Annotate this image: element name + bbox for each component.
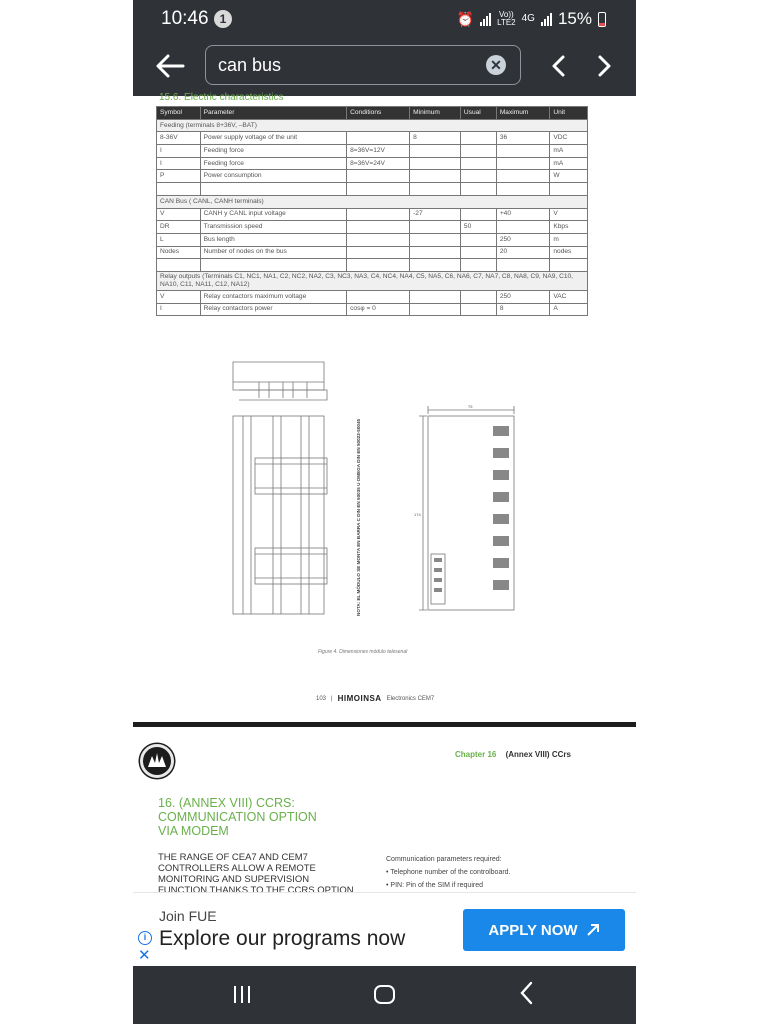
brand-name: HIMOINSA	[337, 694, 382, 703]
table-cell: Feeding force	[200, 145, 346, 158]
table-cell: W	[550, 170, 588, 183]
table-header-cell: Minimum	[410, 107, 461, 120]
table-cell: L	[157, 233, 201, 246]
previous-result-icon[interactable]	[548, 52, 570, 80]
table-cell: DR	[157, 221, 201, 234]
table-cell: Number of nodes on the bus	[200, 246, 346, 259]
table-cell: VAC	[550, 290, 588, 303]
intro-paragraph: THE RANGE OF CEA7 AND CEM7 CONTROLLERS ALLOW A REMOTE MONITORING AND SUPERVISION FUNCTION THANKS TO THE CCRS OPTION	[158, 852, 354, 892]
table-cell: 50	[460, 221, 496, 234]
table-cell: Relay contactors power	[200, 303, 346, 316]
width-dimension: 75	[468, 404, 473, 409]
himoinsa-logo-icon	[140, 744, 174, 778]
network-label: Vo)) LTE2	[497, 10, 516, 27]
figure-caption: Figure 4. Dimensiones módulo telesenal	[318, 649, 408, 655]
table-cell: Transmission speed	[200, 221, 346, 234]
table-cell: V	[550, 208, 588, 221]
status-icons	[457, 9, 606, 29]
table-cell: nodes	[550, 246, 588, 259]
notification-count-badge: 1	[214, 10, 232, 28]
recent-apps-icon[interactable]	[234, 986, 250, 1003]
table-cell: 8=36V=24V	[347, 157, 410, 170]
height-dimension: 174	[414, 512, 421, 517]
table-cell: +40	[496, 208, 550, 221]
table-cell: 8	[496, 303, 550, 316]
table-cell: Feeding force	[200, 157, 346, 170]
table-section-label: Feeding (terminals 8+36V, –BAT)	[157, 119, 588, 132]
page-number: 103	[316, 695, 327, 702]
back-arrow-icon[interactable]	[155, 52, 185, 80]
table-cell: 250	[496, 290, 550, 303]
table-cell: m	[550, 233, 588, 246]
ad-close-icon[interactable]: ✕	[138, 947, 151, 964]
product-name: Electronics CEM7	[386, 695, 435, 702]
table-header-cell: Unit	[550, 107, 588, 120]
apply-now-button[interactable]	[463, 909, 625, 951]
table-cell: 20	[496, 246, 550, 259]
page-footer: 103 | HIMOINSA Electronics CEM7	[316, 694, 435, 703]
ad-headline[interactable]: Explore our programs now	[159, 927, 406, 950]
table-cell: mA	[550, 145, 588, 158]
document-page-2[interactable]	[133, 727, 636, 892]
table-cell: V	[157, 208, 201, 221]
table-cell: P	[157, 170, 201, 183]
ad-banner[interactable]	[133, 892, 636, 966]
apply-now-label: APPLY NOW	[488, 921, 578, 939]
signal-icon-2	[541, 12, 552, 26]
module-dimension-drawing	[133, 96, 636, 722]
document-page[interactable]	[133, 92, 636, 722]
search-query: can bus	[218, 55, 282, 75]
nav-back-icon[interactable]	[518, 980, 534, 1006]
phone-screen	[133, 0, 636, 1024]
table-header-cell: Symbol	[157, 107, 201, 120]
table-section-label: Relay outputs (Terminals C1, NC1, NA1, C2, NC2, NA2, C3, NC3, NA3, C4, NC4, NA4, C5, NA5, C6, NA6, C7, NA7, C8, NA8, C9, NA9, C10, NA10, C11, NA11, C12, NA12)	[157, 271, 588, 290]
parameter-item: • PIN: Pin of the SIM if required	[386, 882, 483, 889]
table-cell: V	[157, 290, 201, 303]
parameters-intro: Communication parameters required:	[386, 856, 502, 863]
external-arrow-icon	[586, 923, 600, 937]
table-cell: Kbps	[550, 221, 588, 234]
next-result-icon[interactable]	[593, 52, 615, 80]
chapter-heading: 16. (ANNEX VIII) CCRS: COMMUNICATION OPTION VIA MODEM	[158, 796, 317, 838]
table-cell: Relay contactors maximum voltage	[200, 290, 346, 303]
alarm-icon: ⏰	[456, 10, 475, 27]
table-cell: I	[157, 157, 201, 170]
table-header-cell: Conditions	[347, 107, 410, 120]
table-cell: 250	[496, 233, 550, 246]
clock: 10:46	[161, 8, 209, 29]
table-cell: 8=36V=12V	[347, 145, 410, 158]
network-type: 4G	[521, 13, 535, 24]
table-cell: cosφ = 0	[347, 303, 410, 316]
chapter-header	[455, 750, 571, 759]
battery-icon	[598, 12, 606, 27]
table-cell: Power supply voltage of the unit	[200, 132, 346, 145]
table-section-label: CAN Bus ( CANL, CANH terminals)	[157, 195, 588, 208]
ad-info-icon[interactable]: i	[138, 931, 152, 945]
section-heading: 15.6. Electric characteristics	[159, 92, 284, 100]
table-cell: 8	[410, 132, 461, 145]
table-cell: Bus length	[200, 233, 346, 246]
table-cell: A	[550, 303, 588, 316]
battery-level: 15%	[557, 9, 592, 28]
ad-advertiser: Join FUE	[159, 908, 217, 924]
signal-icon	[480, 12, 491, 26]
table-cell: Nodes	[157, 246, 201, 259]
table-cell: I	[157, 303, 201, 316]
drawing-note: NOTA: EL MÓDULO SE MONTA EN BARRA C DIN EN 50035 U OMEGA DIN EN 50022-50045	[356, 418, 361, 616]
table-cell: mA	[550, 157, 588, 170]
table-cell: 36	[496, 132, 550, 145]
clear-search-icon[interactable]: ✕	[486, 55, 506, 75]
table-header-cell: Usual	[460, 107, 496, 120]
table-cell: -27	[410, 208, 461, 221]
table-cell: Power consumption	[200, 170, 346, 183]
communication-parameters	[386, 853, 616, 892]
find-in-page-bar	[133, 38, 636, 96]
table-cell: I	[157, 145, 201, 158]
home-icon[interactable]	[374, 985, 395, 1004]
table-header-cell: Parameter	[200, 107, 346, 120]
parameter-item: • Telephone number of the controlboard.	[386, 869, 511, 876]
chapter-title: (Annex VIII) CCrs	[505, 750, 571, 759]
status-bar	[133, 0, 636, 38]
table-cell: 8-36V	[157, 132, 201, 145]
system-navigation-bar	[133, 966, 636, 1024]
search-input[interactable]	[205, 45, 521, 85]
table-header-cell: Maximum	[496, 107, 550, 120]
table-cell: VDC	[550, 132, 588, 145]
table-cell: CANH y CANL input voltage	[200, 208, 346, 221]
chapter-number: Chapter 16	[455, 750, 497, 759]
